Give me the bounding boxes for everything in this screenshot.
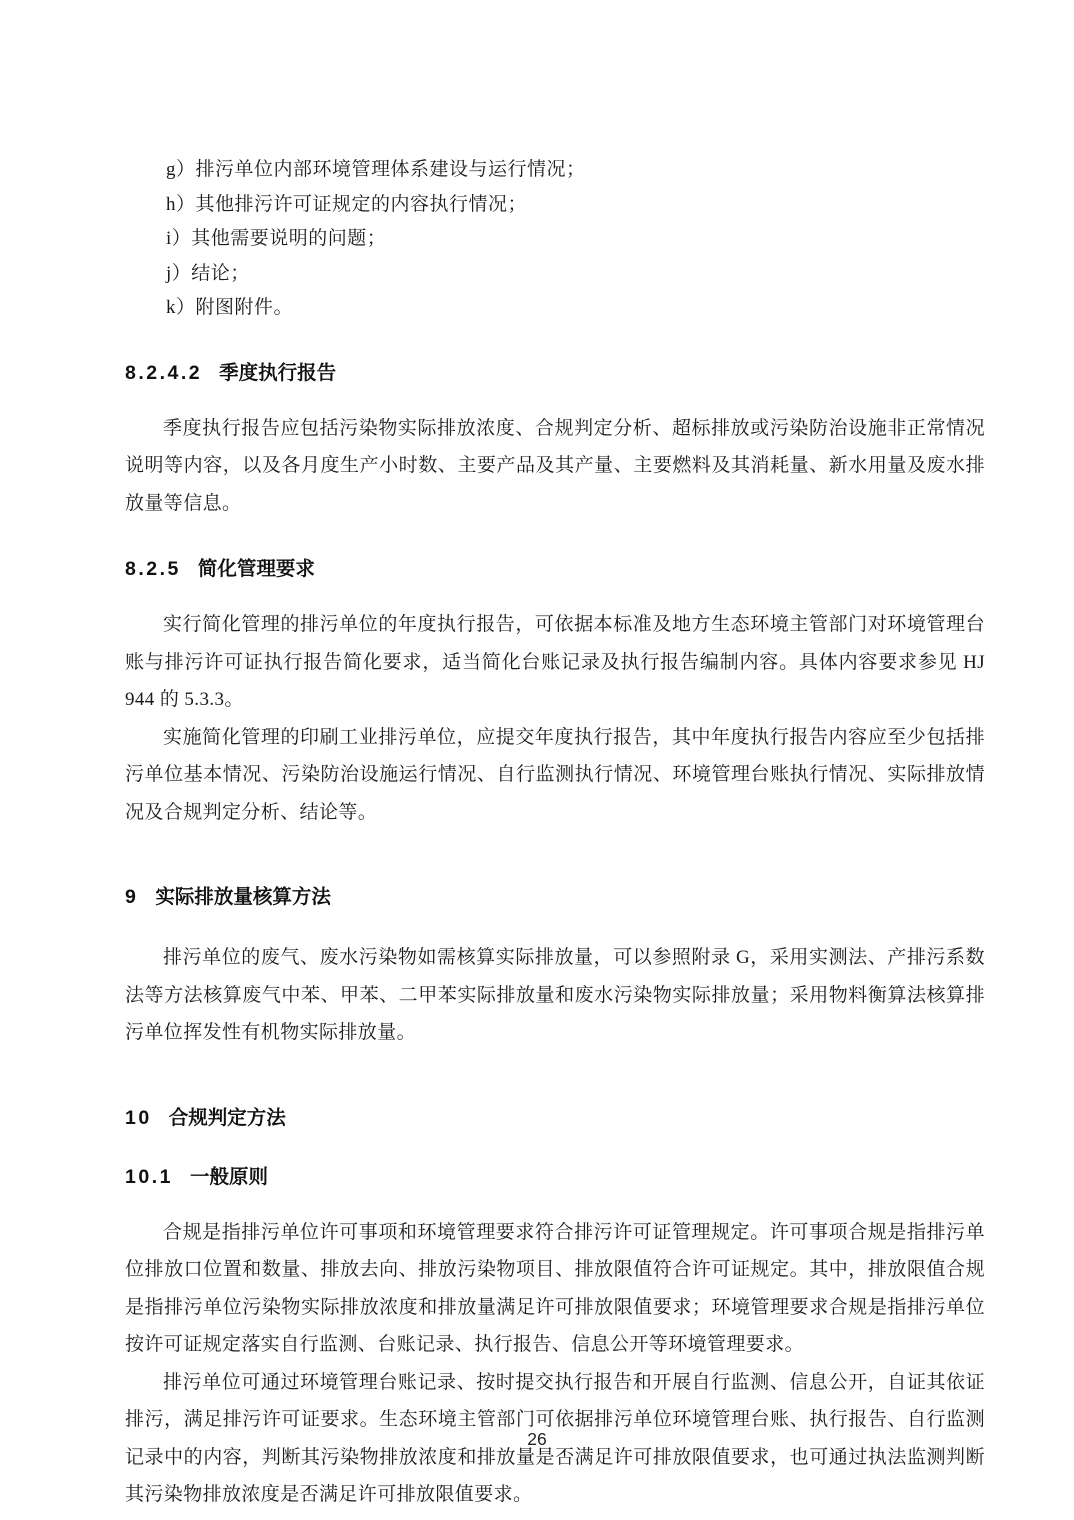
section-title: 简化管理要求 bbox=[197, 558, 315, 580]
section-number: 10 bbox=[125, 1106, 152, 1129]
section-heading-8-2-4-2 bbox=[125, 357, 985, 385]
list-item: j）结论； bbox=[166, 262, 250, 284]
section-title: 合规判定方法 bbox=[168, 1106, 286, 1129]
page-number: 26 bbox=[527, 1429, 547, 1449]
section-title: 实际排放量核算方法 bbox=[155, 886, 331, 908]
section-heading-8-2-5 bbox=[125, 553, 985, 581]
section-heading-9 bbox=[125, 881, 985, 909]
paragraph: 季度执行报告应包括污染物实际排放浓度、合规判定分析、超标排放或污染防治设施非正常情况说明等内容，以及各月度生产小时数、主要产品及其产量、主要燃料及其消耗量、新水用量及废水排放量等信息。 bbox=[125, 417, 985, 514]
list-item: i）其他需要说明的问题； bbox=[166, 228, 387, 249]
paragraph: 排污单位的废气、废水污染物如需核算实际排放量，可以参照附录 G，采用实测法、产排污系数法等方法核算废气中苯、甲苯、二甲苯实际排放量和废水污染物实际排放量；采用物料衡算法核算排污单位挥发性有机物实际排放量。 bbox=[125, 947, 985, 1043]
section-number: 8.2.5 bbox=[125, 558, 181, 580]
section-number: 9 bbox=[125, 886, 139, 908]
list-item: h）其他排污许可证规定的内容执行情况； bbox=[166, 193, 528, 215]
list-item: k）附图附件。 bbox=[166, 297, 294, 318]
paragraph: 合规是指排污单位许可事项和环境管理要求符合排污许可证管理规定。许可事项合规是指排污单位排放口位置和数量、排放去向、排放污染物项目、排放限值符合许可证规定。其中，排放限值合规是指排污单位污染物实际排放浓度和排放量满足许可排放限值要求；环境管理要求合规是指排污单位按许可证规定落实自行监测、台账记录、执行报告、信息公开等环境管理要求。 bbox=[125, 1221, 985, 1355]
section-title: 一般原则 bbox=[189, 1165, 268, 1188]
section-heading-10 bbox=[125, 1102, 985, 1130]
paragraph: 排污单位可通过环境管理台账记录、按时提交执行报告和开展自行监测、信息公开，自证其依证排污，满足排污许可证要求。生态环境主管部门可依据排污单位环境管理台账、执行报告、自行监测记录中的内容，判断其污染物排放浓度和排放量是否满足许可排放限值要求，也可通过执法监测判断其污染物排放浓度是否满足许可排放限值要求。 bbox=[125, 1371, 985, 1505]
page-footer bbox=[0, 1429, 1074, 1450]
section-number: 8.2.4.2 bbox=[125, 361, 203, 384]
list-item: g）排污单位内部环境管理体系建设与运行情况； bbox=[166, 159, 586, 180]
paragraph: 实行简化管理的排污单位的年度执行报告，可依据本标准及地方生态环境主管部门对环境管理台账与排污许可证执行报告简化要求，适当简化台账记录及执行报告编制内容。具体内容要求参见 HJ 944 的 5.3.3。 bbox=[125, 614, 985, 710]
section-number: 10.1 bbox=[125, 1165, 173, 1188]
report-content-list bbox=[125, 153, 985, 326]
paragraph: 实施简化管理的印刷工业排污单位，应提交年度执行报告，其中年度执行报告内容应至少包括排污单位基本情况、污染防治设施运行情况、自行监测执行情况、环境管理台账执行情况、实际排放情况及合规判定分析、结论等。 bbox=[125, 726, 985, 823]
section-title: 季度执行报告 bbox=[219, 361, 337, 384]
section-heading-10-1 bbox=[125, 1161, 985, 1189]
